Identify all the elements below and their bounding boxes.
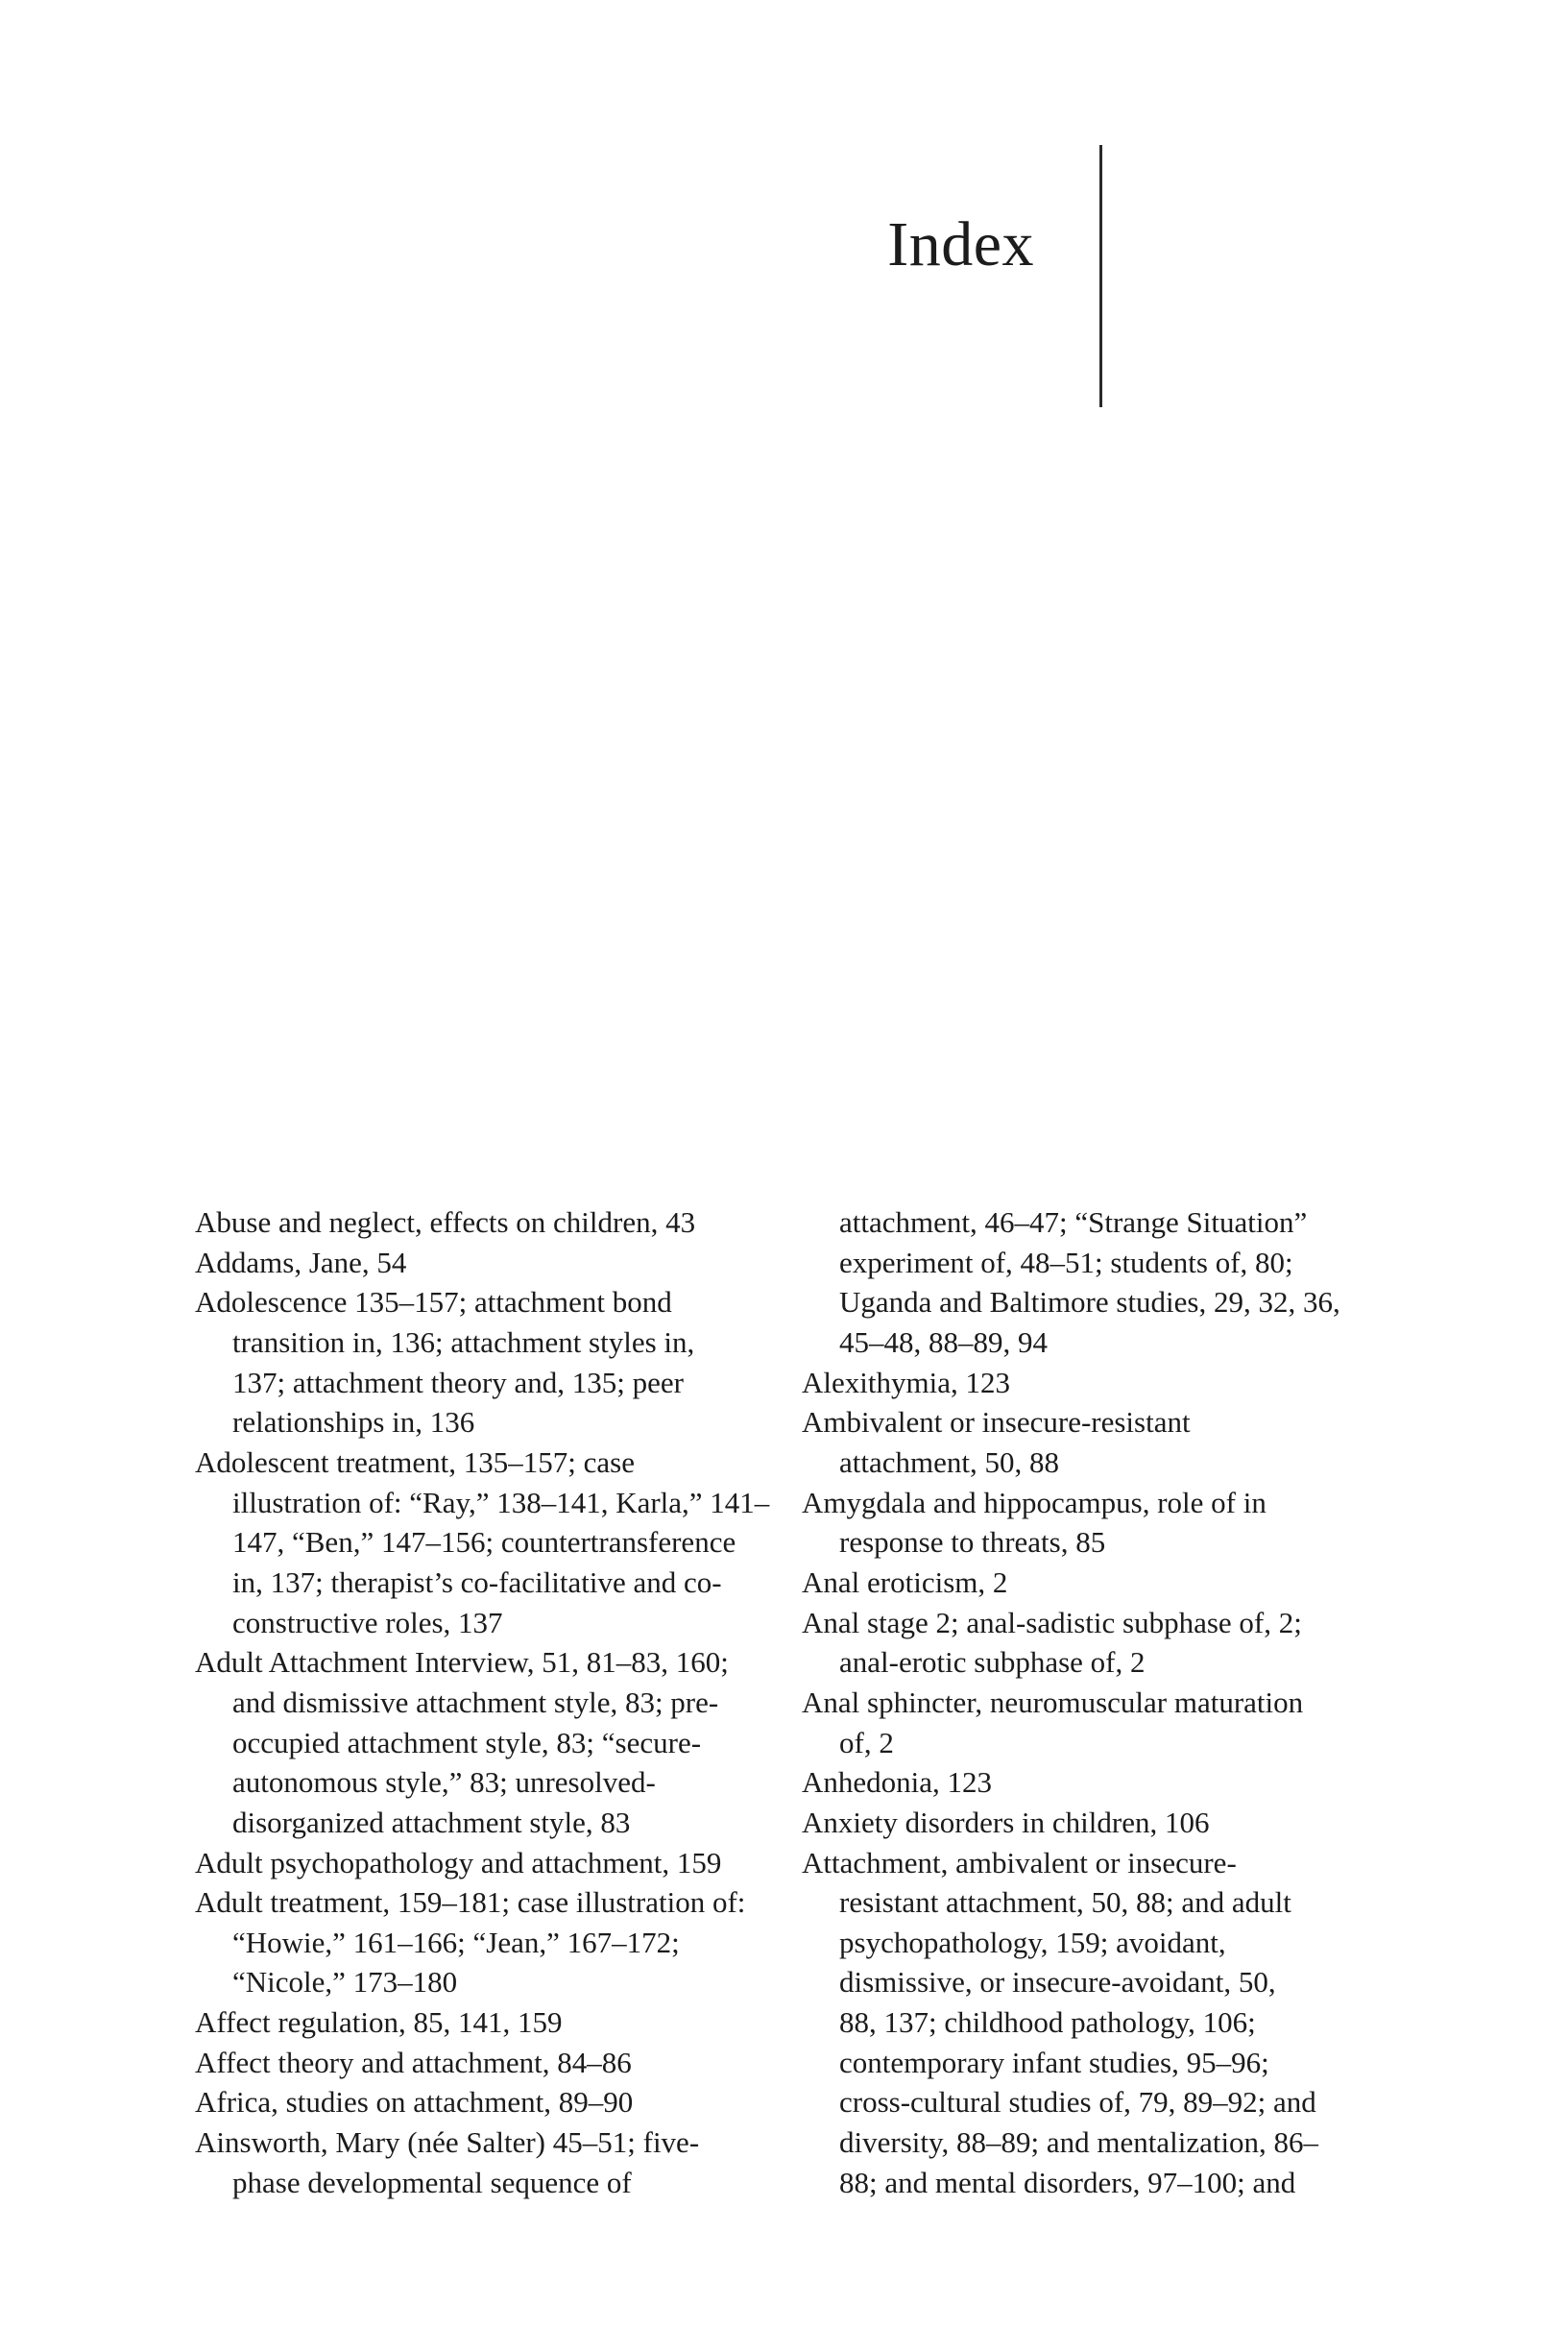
index-line-continuation: phase developmental sequence of [232,2165,632,2199]
index-line-continuation: “Howie,” 161–166; “Jean,” 167–172; [232,1925,680,1959]
index-line-continuation: experiment of, 48–51; students of, 80; [839,1245,1293,1279]
index-entry-line: Anhedonia, 123 [802,1765,993,1800]
index-line-continuation: dismissive, or insecure-avoidant, 50, [839,1965,1276,2000]
index-line-continuation: occupied attachment style, 83; “secure- [232,1725,702,1759]
index-entry-line: Anxiety disorders in children, 106 [802,1805,1210,1839]
index-line-continuation: in, 137; therapist’s co-facilitative and co- [232,1564,722,1599]
index-line-continuation: transition in, 136; attachment styles in, [232,1324,695,1359]
index-line-continuation: “Nicole,” 173–180 [232,1965,458,2000]
index-entry-line: Addams, Jane, 54 [195,1245,407,1279]
index-entry-line: Affect regulation, 85, 141, 159 [195,2005,563,2040]
index-entry-line: Adult psychopathology and attachment, 159 [195,1845,722,1879]
title-divider-rule [1099,145,1102,407]
index-line-continuation: diversity, 88–89; and mentalization, 86– [839,2125,1319,2160]
index-entry-line: Adolescent treatment, 135–157; case [195,1444,635,1479]
index-entry-line: Adolescence 135–157; attachment bond [195,1285,672,1320]
index-line-continuation: response to threats, 85 [839,1525,1106,1560]
index-line-continuation: cross-cultural studies of, 79, 89–92; and [839,2085,1316,2120]
index-line-continuation: contemporary infant studies, 95–96; [839,2045,1269,2079]
index-line-continuation: and dismissive attachment style, 83; pre- [232,1685,719,1719]
index-entry-line: Anal sphincter, neuromuscular maturation [802,1685,1304,1719]
index-entry-line: Adult Attachment Interview, 51, 81–83, 160; [195,1645,729,1680]
index-line-continuation: 88, 137; childhood pathology, 106; [839,2005,1256,2040]
index-line-continuation: illustration of: “Ray,” 138–141, Karla,” 141– [232,1485,770,1519]
index-line-continuation: autonomous style,” 83; unresolved- [232,1765,656,1800]
index-line-continuation: 147, “Ben,” 147–156; countertransference [232,1525,736,1560]
index-line-continuation: psychopathology, 159; avoidant, [839,1925,1226,1959]
index-line-continuation: attachment, 50, 88 [839,1444,1059,1479]
index-entry-line: Ainsworth, Mary (née Salter) 45–51; five- [195,2125,700,2160]
index-entry-line: Amygdala and hippocampus, role of in [802,1485,1266,1519]
index-line-continuation: attachment, 46–47; “Strange Situation” [839,1205,1308,1239]
index-line-continuation: 88; and mental disorders, 97–100; and [839,2165,1296,2199]
index-entry-line: Anal eroticism, 2 [802,1564,1008,1599]
index-column-right [802,1202,1368,2202]
page-title: Index [887,209,1034,279]
index-entry-line: Attachment, ambivalent or insecure- [802,1845,1237,1879]
index-entry-line: Abuse and neglect, effects on children, 43 [195,1205,696,1239]
index-line-continuation: relationships in, 136 [232,1405,475,1440]
index-entry-line: Adult treatment, 159–181; case illustration of: [195,1885,746,1920]
index-line-continuation: of, 2 [839,1725,894,1759]
index-line-continuation: 137; attachment theory and, 135; peer [232,1365,685,1399]
index-line-continuation: resistant attachment, 50, 88; and adult [839,1885,1291,1920]
index-line-continuation: disorganized attachment style, 83 [232,1805,631,1839]
index-line-continuation: Uganda and Baltimore studies, 29, 32, 36, [839,1285,1340,1320]
index-column-left [195,1202,770,2202]
index-entry-line: Africa, studies on attachment, 89–90 [195,2085,634,2120]
index-line-continuation: anal-erotic subphase of, 2 [839,1645,1146,1680]
index-entry-line: Affect theory and attachment, 84–86 [195,2045,632,2079]
index-line-continuation: constructive roles, 137 [232,1605,503,1639]
index-entry-line: Anal stage 2; anal-sadistic subphase of, 2; [802,1605,1302,1639]
index-line-continuation: 45–48, 88–89, 94 [839,1324,1048,1359]
index-entry-line: Alexithymia, 123 [802,1365,1010,1399]
index-entry-line: Ambivalent or insecure-resistant [802,1405,1191,1440]
